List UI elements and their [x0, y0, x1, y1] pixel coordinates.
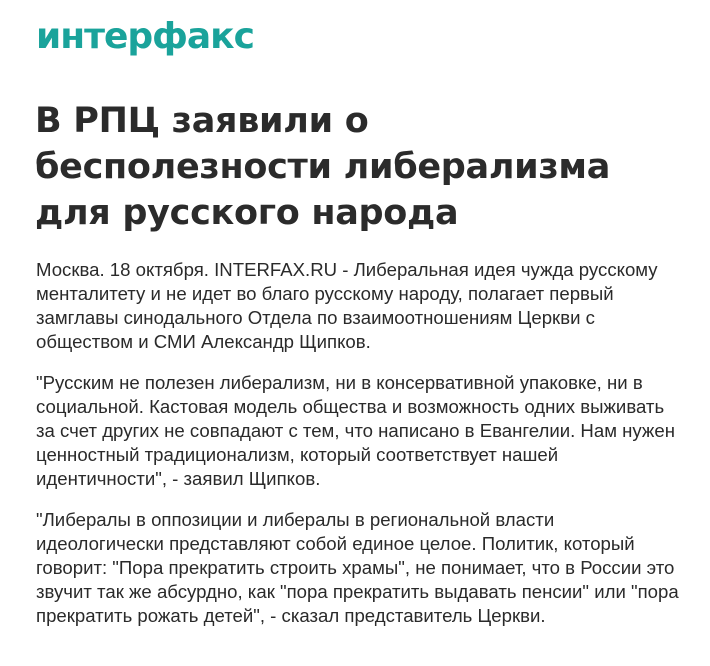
- article-headline: В РПЦ заявили о бесполезности либерализма для русского народа: [35, 101, 611, 233]
- article-paragraph-quote-2: "Либералы в оппозиции и либералы в региональной власти идеологически представляют собой единое целое. Политик, который говорит: "Пора прекратить строить храмы", не понимает, что в России это звучит так же абсурдно, как "пора прекратить выдавать пенсии" или "пора прекратить рожать детей", - сказал представитель Церкви.: [36, 509, 679, 626]
- article-paragraph-lead: Москва. 18 октября. INTERFAX.RU - Либеральная идея чужда русскому менталитету и не идет во благо русскому народу, полагает первый замглавы синодального Отдела по взаимоотношениям Церкви с обществом и СМИ Александр Щипков.: [36, 259, 658, 352]
- interfax-logo[interactable]: [36, 16, 254, 66]
- logo-wordmark: интерфакс: [36, 16, 254, 57]
- article-paragraph-quote-1: "Русским не полезен либерализм, ни в консервативной упаковке, ни в социальной. Кастовая модель общества и возможность одних выживать за счет других не совпадают с тем, что написано в Евангелии. Нам нужен ценностный традиционализм, который соответствует нашей идентичности", - заявил Щипков.: [36, 372, 675, 489]
